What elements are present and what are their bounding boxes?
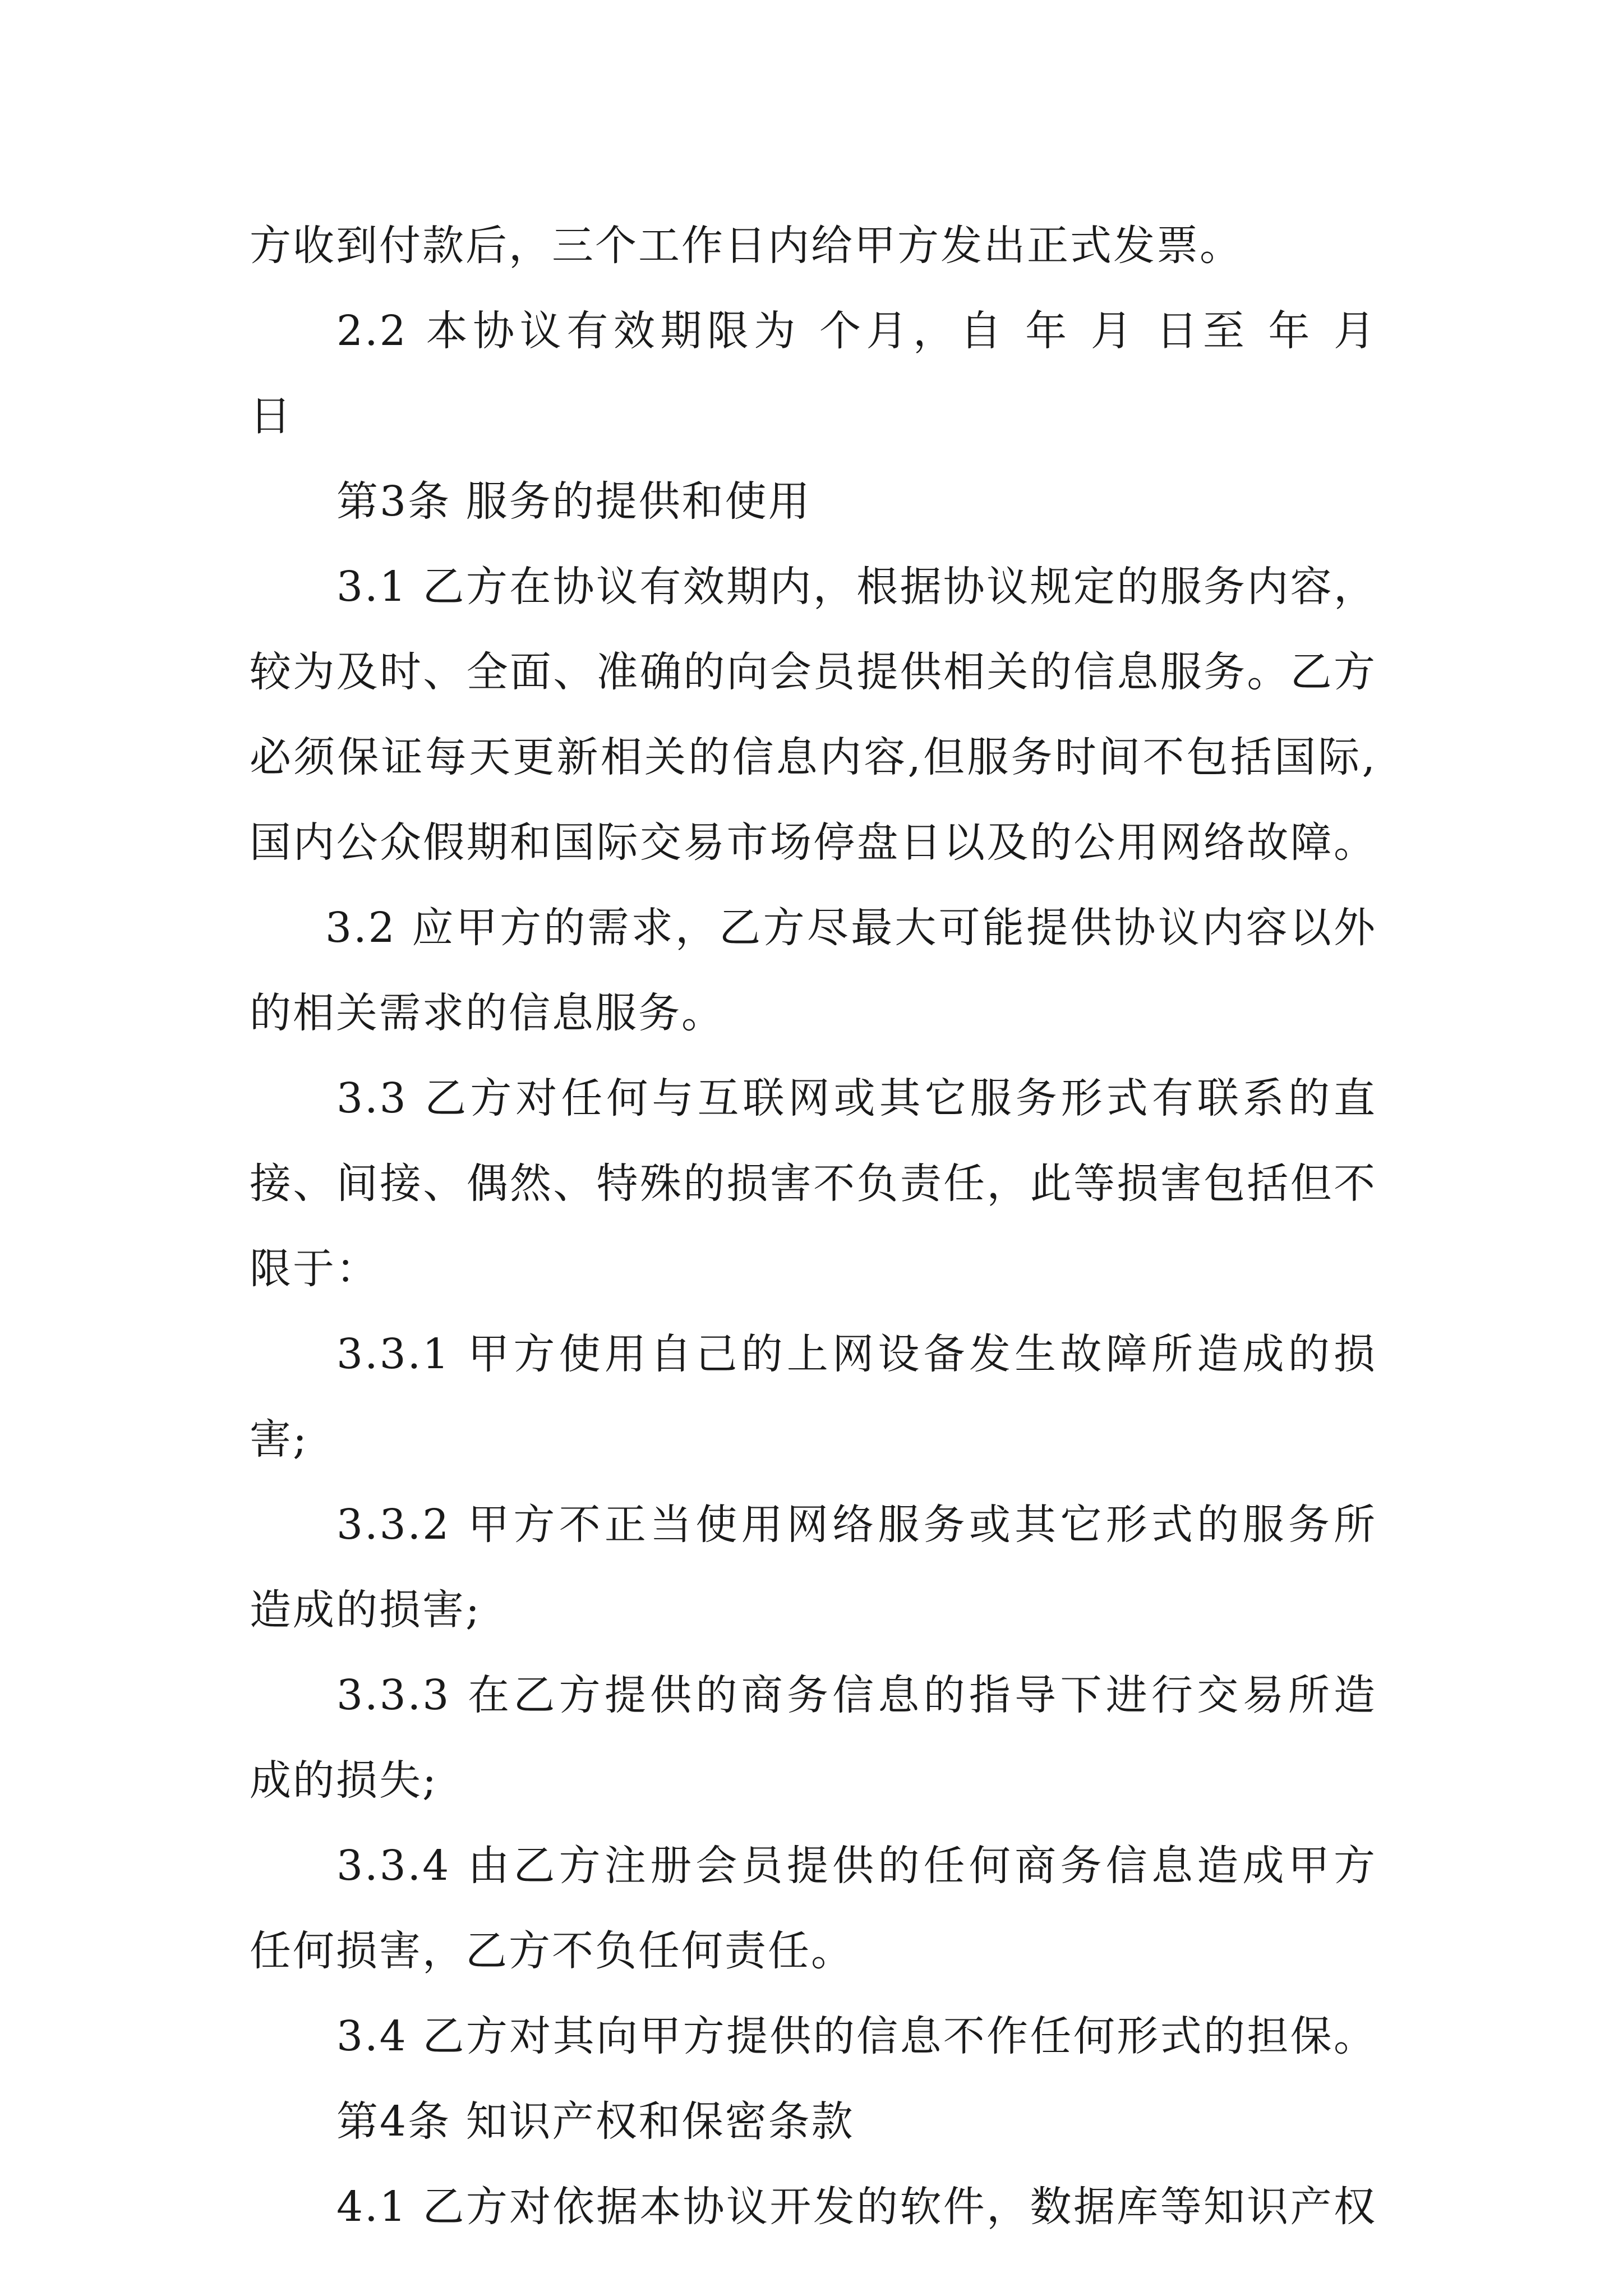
clause-3-3-4: 3.3.4 由乙方注册会员提供的任何商务信息造成甲方 bbox=[336, 1842, 1377, 1890]
clause-3-3-3: 3.3.3 在乙方提供的商务信息的指导下进行交易所造 bbox=[336, 1671, 1377, 1719]
text-line: 限于： bbox=[250, 1245, 379, 1293]
text-line: 必须保证每天更新相关的信息内容,但服务时间不包括国际, bbox=[250, 733, 1377, 781]
clause-2-2: 2.2 本协议有效期限为 个月，自 年 月 日至 年 月 bbox=[336, 307, 1377, 355]
clause-3-1: 3.1 乙方在协议有效期内，根据协议规定的服务内容， bbox=[336, 563, 1377, 611]
text-line: 成的损失; bbox=[250, 1756, 438, 1805]
text-line: 接、间接、偶然、特殊的损害不负责任，此等损害包括但不 bbox=[250, 1159, 1377, 1208]
text-line: 方收到付款后，三个工作日内给甲方发出正式发票。 bbox=[250, 222, 1243, 270]
clause-3-3-2: 3.3.2 甲方不正当使用网络服务或其它形式的服务所 bbox=[336, 1501, 1377, 1549]
clause-3-3-1: 3.3.1 甲方使用自己的上网设备发生故障所造成的损 bbox=[336, 1330, 1377, 1378]
article-3-heading: 第3条 服务的提供和使用 bbox=[336, 477, 811, 526]
text-line: 国内公众假期和国际交易市场停盘日以及的公用网络故障。 bbox=[250, 818, 1377, 867]
clause-3-2: 3.2 应甲方的需求，乙方尽最大可能提供协议内容以外 bbox=[325, 904, 1377, 952]
article-4-heading: 第4条 知识产权和保密条款 bbox=[336, 2097, 855, 2146]
clause-4-1: 4.1 乙方对依据本协议开发的软件，数据库等知识产权 bbox=[336, 2183, 1377, 2231]
text-line: 日 bbox=[250, 392, 293, 440]
clause-3-4: 3.4 乙方对其向甲方提供的信息不作任何形式的担保。 bbox=[336, 2012, 1377, 2060]
text-line: 较为及时、全面、准确的向会员提供相关的信息服务。乙方 bbox=[250, 648, 1377, 696]
text-line: 任何损害，乙方不负任何责任。 bbox=[250, 1927, 854, 1975]
text-line: 的相关需求的信息服务。 bbox=[250, 989, 725, 1037]
text-line: 害; bbox=[250, 1415, 308, 1464]
clause-3-3: 3.3 乙方对任何与互联网或其它服务形式有联系的直 bbox=[336, 1074, 1377, 1122]
text-line: 造成的损害; bbox=[250, 1586, 481, 1634]
